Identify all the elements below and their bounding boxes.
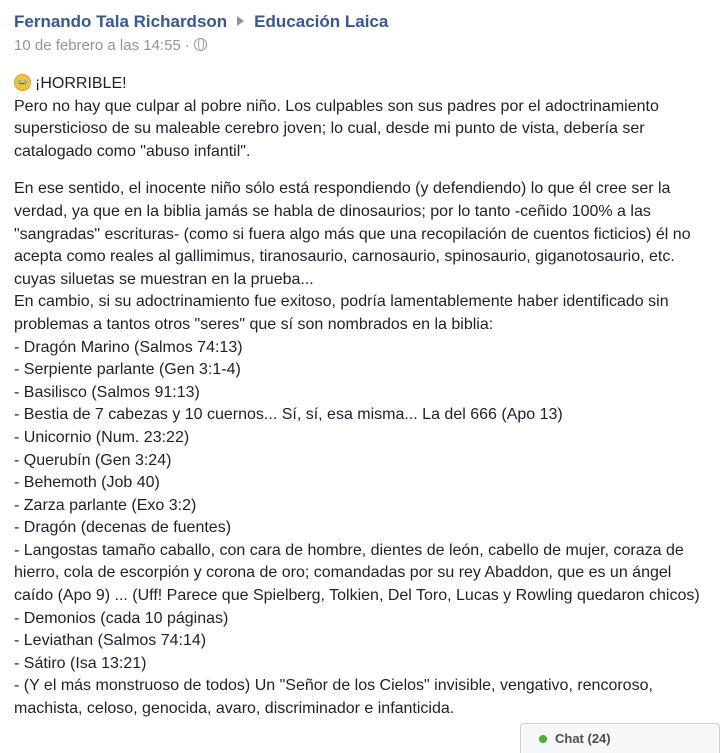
list-item: - Dragón (decenas de fuentes) (14, 519, 232, 537)
group-link[interactable]: Educación Laica (254, 12, 389, 31)
post-body (14, 73, 714, 721)
list-item: - Langostas tamaño caballo, con cara de hombre, dientes de león, cabello de mujer, coraza de hierro, cola de escorpión y corona de oro; comandadas por su rey Abaddon, que es un ángel caído (Apo 9) ... (Uff! Parece que Spielberg, Tolkien, Del Toro, Lucas y Rowling quedaron chicos) (14, 541, 700, 605)
meta-separator: · (184, 37, 190, 54)
author-link[interactable]: Fernando Tala Richardson (14, 12, 228, 31)
list-item: - Unicornio (Num. 23:22) (14, 428, 190, 446)
timestamp-link[interactable]: 10 de febrero a las 14:55 (14, 37, 181, 54)
post-meta (14, 35, 714, 57)
paragraph-2: En ese sentido, el inocente niño sólo está respondiendo (y defendiendo) lo que él cree ser la verdad, ya que en la biblia jamás se habla de dinosaurios; por lo tanto -ceñido 100% a las "sangradas" escrituras- (como si fuera algo más que una recopilación de cuentos ficticios) él no acepta como reales al gallimimus, tiranosaurio, carnosaurio, spinosaurio, giganotosaurio, etc. cuyas siluetas se muestran en la prueba... (14, 180, 691, 288)
globe-icon[interactable] (194, 38, 207, 51)
chat-tab[interactable] (520, 723, 720, 753)
creatures-list (14, 337, 714, 721)
online-status-icon (539, 735, 547, 743)
paragraph-3: En cambio, si su adoctrinamiento fue exitoso, podría lamentablemente haber identificado sin problemas a tantos otros "seres" que sí son nombrados en la biblia: (14, 293, 669, 333)
post-exclaim-line (14, 73, 714, 96)
list-item: - Dragón Marino (Salmos 74:13) (14, 338, 243, 356)
list-item: - (Y el más monstruoso de todos) Un "Señor de los Cielos" invisible, vengativo, rencoroso, machista, celoso, genocida, avaro, discriminador e infanticida. (14, 677, 653, 718)
chat-label: Chat (24) (555, 731, 611, 746)
list-item: - Basilisco (Salmos 91:13) (14, 383, 200, 401)
list-item: - Behemoth (Job 40) (14, 474, 160, 492)
triangle-right-icon (237, 16, 244, 26)
list-item: - Serpiente parlante (Gen 3:1-4) (14, 361, 241, 379)
post (14, 10, 714, 721)
list-item: - Demonios (cada 10 páginas) (14, 609, 229, 627)
list-item: - Zarza parlante (Exo 3:2) (14, 496, 197, 514)
list-item: - Leviathan (Salmos 74:14) (14, 632, 207, 650)
list-item: - Querubín (Gen 3:24) (14, 451, 172, 469)
list-item: - Bestia de 7 cabezas y 10 cuernos... Sí, sí, esa misma... La del 666 (Apo 13) (14, 406, 563, 424)
post-header (14, 10, 714, 34)
list-item: - Sátiro (Isa 13:21) (14, 654, 147, 672)
post-exclaim: ¡HORRIBLE! (35, 75, 127, 92)
paragraph-1: Pero no hay que culpar al pobre niño. Los culpables son sus padres por el adoctrinamiento supersticioso de su maleable cerebro joven; lo cual, desde mi punto de vista, debería ser catalogado como "abuso infantil". (14, 97, 659, 160)
crying-face-emoji-icon (14, 74, 31, 91)
